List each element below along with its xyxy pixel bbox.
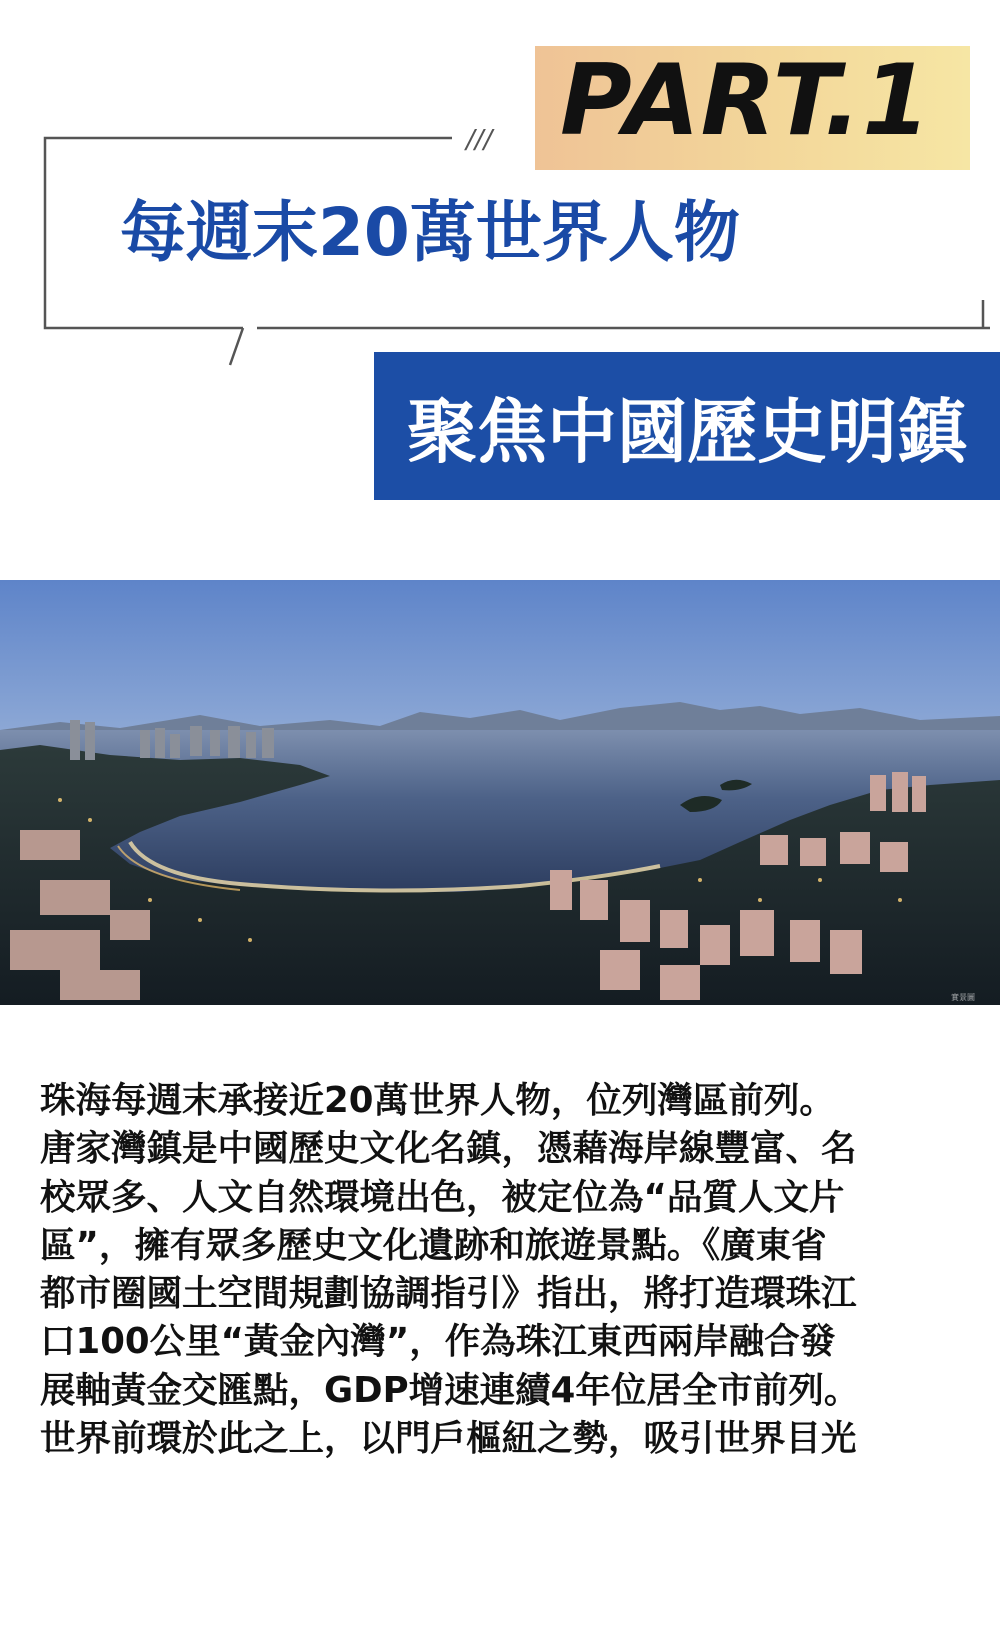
slash-marks: /// — [466, 125, 493, 155]
body-line: 口100公里“黃金內灣”，作為珠江東西兩岸融合發 — [40, 1321, 836, 1363]
body-line: 珠海每週末承接近20萬世界人物，位列灣區前列。 — [40, 1080, 835, 1121]
body-line: 都市圈國土空間規劃協調指引》指出，將打造環珠江 — [40, 1273, 857, 1315]
body-line: 校眾多、人文自然環境出色，被定位為“品質人文片 — [40, 1176, 845, 1218]
photo-watermark: 實景圖 — [951, 993, 975, 1002]
body-line: 唐家灣鎮是中國歷史文化名鎮，憑藉海岸線豐富、名 — [40, 1128, 857, 1170]
body-paragraph — [40, 1077, 960, 1463]
part-label: PART.1 — [560, 44, 932, 158]
body-line: 世界前環於此之上，以門戶樞紐之勢，吸引世界目光 — [40, 1418, 857, 1460]
page-title: 每週末20萬世界人物 — [120, 194, 740, 271]
banner-title: 聚焦中國歷史明鎮 — [407, 390, 967, 473]
coastal-panorama-image — [0, 580, 1000, 1005]
body-line: 區”，擁有眾多歷史文化遺跡和旅遊景點。《廣東省 — [40, 1224, 827, 1266]
body-line: 展軸黃金交匯點，GDP增速連續4年位居全市前列。 — [40, 1369, 860, 1411]
